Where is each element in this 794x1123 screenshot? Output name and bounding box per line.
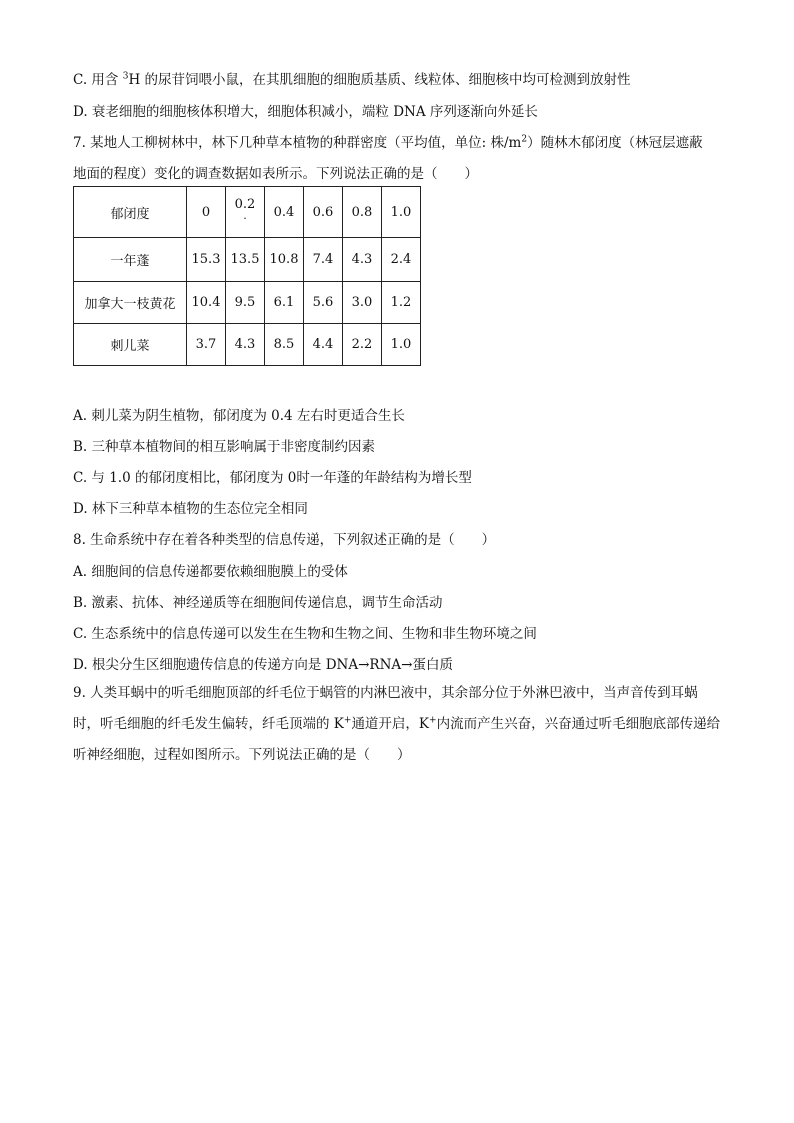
question-8-stem: 8. 生命系统中存在着各种类型的信息传递，下列叙述正确的是（ ） xyxy=(73,532,496,548)
table-cell: 8.5 xyxy=(265,324,304,366)
q8-option-c: C. 生态系统中的信息传递可以发生在生物和生物之间、生物和非生物环境之间 xyxy=(73,626,537,642)
table-row xyxy=(74,238,421,282)
table-header-cell xyxy=(226,187,265,238)
table-header-note: . xyxy=(243,209,247,222)
option-c-previous xyxy=(73,68,631,88)
table-cell: 4.4 xyxy=(304,324,343,366)
q7-stem-text-a: 7. 某地人工柳树林中，林下几种草本植物的种群密度（平均值，单位: 株/m xyxy=(73,135,522,151)
question-7-stem-line2: 地面的程度）变化的调查数据如表所示。下列说法正确的是（ ） xyxy=(73,166,478,182)
table-cell: 1.0 xyxy=(382,324,421,366)
q7-option-d: D. 林下三种草本植物的生态位完全相同 xyxy=(73,501,308,517)
table-cell: 3.7 xyxy=(187,324,226,366)
question-7-stem-line1 xyxy=(73,131,703,151)
q8-option-a: A. 细胞间的信息传递都要依赖细胞膜上的受体 xyxy=(73,564,348,580)
table-header-cell: 0.8 xyxy=(343,187,382,238)
table-cell: 10.8 xyxy=(265,238,304,282)
superscript: 3 xyxy=(122,71,129,82)
option-c-text-a: C. 用含 xyxy=(73,72,123,88)
table-cell: 1.2 xyxy=(382,282,421,324)
table-header-row xyxy=(74,187,421,238)
density-table xyxy=(73,186,421,366)
q9-text-b: 通道开启，K xyxy=(351,716,430,732)
table-header-cell: 1.0 xyxy=(382,187,421,238)
q7-option-a: A. 刺儿菜为阴生植物，郁闭度为 0.4 左右时更适合生长 xyxy=(73,408,405,424)
q9-text-c: 内流而产生兴奋，兴奋通过听毛细胞底部传递给听神经细胞，过程如图所示。下列说法正确的是（ ） xyxy=(73,716,721,763)
question-9-stem xyxy=(73,678,723,771)
table-header-cell: 郁闭度 xyxy=(74,187,187,238)
table-cell: 10.4 xyxy=(187,282,226,324)
table-cell: 5.6 xyxy=(304,282,343,324)
table-header-cell: 0.6 xyxy=(304,187,343,238)
table-cell: 一年蓬 xyxy=(74,238,187,282)
table-row xyxy=(74,324,421,366)
q7-stem-text-b: ）随林木郁闭度（林冠层遮蔽 xyxy=(527,135,703,151)
table-cell: 7.4 xyxy=(304,238,343,282)
table-header-cell: 0.4 xyxy=(265,187,304,238)
superscript: 2 xyxy=(521,134,528,145)
table-cell: 3.0 xyxy=(343,282,382,324)
q8-option-b: B. 激素、抗体、神经递质等在细胞间传递信息，调节生命活动 xyxy=(73,595,443,611)
q7-option-c: C. 与 1.0 的郁闭度相比，郁闭度为 0时一年蓬的年龄结构为增长型 xyxy=(73,470,472,486)
table-cell: 2.4 xyxy=(382,238,421,282)
table-cell: 刺儿菜 xyxy=(74,324,187,366)
superscript: + xyxy=(343,715,352,726)
superscript: + xyxy=(429,715,437,726)
table-row xyxy=(74,282,421,324)
q7-option-b: B. 三种草本植物间的相互影响属于非密度制约因素 xyxy=(73,439,376,455)
option-c-text-b: H 的尿苷饲喂小鼠，在其肌细胞的细胞质基质、线粒体、细胞核中均可检测到放射性 xyxy=(128,72,631,88)
option-d-previous: D. 衰老细胞的细胞核体积增大，细胞体积减小，端粒 DNA 序列逐渐向外延长 xyxy=(73,104,538,120)
table-cell: 加拿大一枝黄花 xyxy=(74,282,187,324)
table-cell: 6.1 xyxy=(265,282,304,324)
q8-option-d: D. 根尖分生区细胞遗传信息的传递方向是 DNA→RNA→蛋白质 xyxy=(73,657,453,673)
table-cell: 2.2 xyxy=(343,324,382,366)
q9-text-a: 9. 人类耳蜗中的听毛细胞顶部的纤毛位于蜗管的内淋巴液中，其余部分位于外淋巴液中，当声音传到耳蜗时，听毛细胞的纤毛发生偏转，纤毛顶端的 K xyxy=(73,685,698,732)
table-cell: 15.3 xyxy=(187,238,226,282)
table-cell: 13.5 xyxy=(226,238,265,282)
table-cell: 9.5 xyxy=(226,282,265,324)
table-cell: 4.3 xyxy=(343,238,382,282)
table-header-cell: 0 xyxy=(187,187,226,238)
table-cell: 4.3 xyxy=(226,324,265,366)
table-header-value: 0.2 xyxy=(234,197,256,212)
